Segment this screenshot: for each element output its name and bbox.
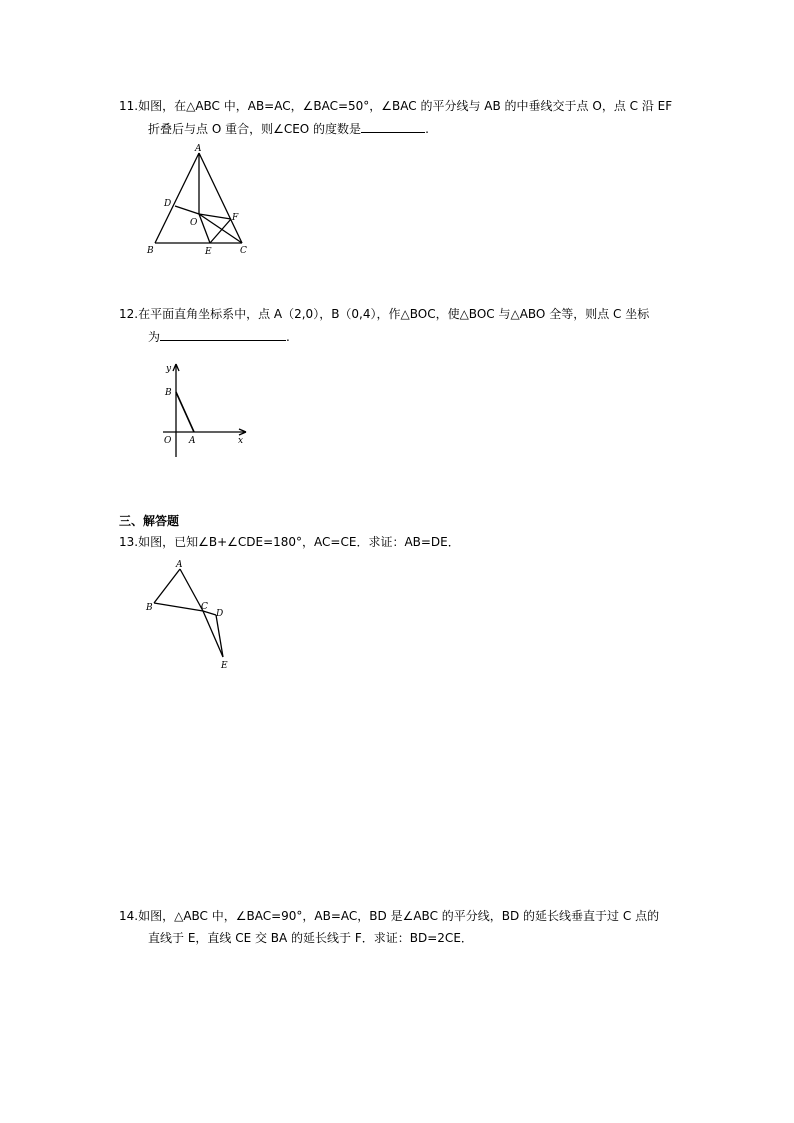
q11-line2-end: . — [425, 122, 429, 136]
q12-label-o: O — [164, 436, 172, 446]
q12-line1: 12.在平面直角坐标系中，点 A（2,0），B（0,4），作△BOC，使△BOC 与△ABO 全等，则点 C 坐标 — [119, 307, 650, 321]
q14-line2: 直线于 E，直线 CE 交 BA 的延长线于 F．求证：BD=2CE． — [148, 931, 473, 945]
q13-edge-ab — [154, 569, 180, 603]
q13-line1: 13.如图，已知∠B+∠CDE=180°，AC=CE．求证：AB=DE． — [119, 535, 460, 549]
section-heading-answers: 三、解答题 — [119, 514, 180, 528]
q12-label-y: y — [166, 364, 172, 374]
q12-line2-end: . — [286, 330, 290, 344]
q14-line1: 14.如图，△ABC 中，∠BAC=90°，AB=AC，BD 是∠ABC 的平分线，BD 的延长线垂直于过 C 点的 — [119, 909, 660, 923]
q12-label-b: B — [165, 388, 172, 398]
q13-label-e: E — [221, 661, 228, 671]
q12-line2-text: 为 — [148, 330, 161, 344]
q13-edge-bc — [154, 603, 203, 611]
q11-label-e: E — [205, 247, 212, 257]
q13-label-b: B — [146, 603, 153, 613]
q11-label-o: O — [190, 218, 198, 228]
q11-label-a: A — [195, 144, 202, 154]
q13-label-d: D — [216, 609, 224, 619]
q11-label-d: D — [164, 199, 172, 209]
q13-label-a: A — [176, 560, 183, 570]
q11-label-f: F — [232, 213, 239, 223]
q12-label-x: x — [238, 436, 244, 446]
q11-label-c: C — [240, 246, 247, 256]
q11-label-b: B — [147, 246, 154, 256]
q13-label-c: C — [201, 602, 208, 612]
q13-edge-ac — [180, 569, 203, 611]
q13-edge-de — [216, 615, 223, 657]
q11-line1: 11.如图，在△ABC 中，AB=AC，∠BAC=50°，∠BAC 的平分线与 AB 的中垂线交于点 O，点 C 沿 EF — [119, 99, 673, 113]
q11-line2-text: 折叠后与点 O 重合，则∠CEO 的度数是 — [148, 122, 362, 136]
q12-label-a: A — [189, 436, 196, 446]
